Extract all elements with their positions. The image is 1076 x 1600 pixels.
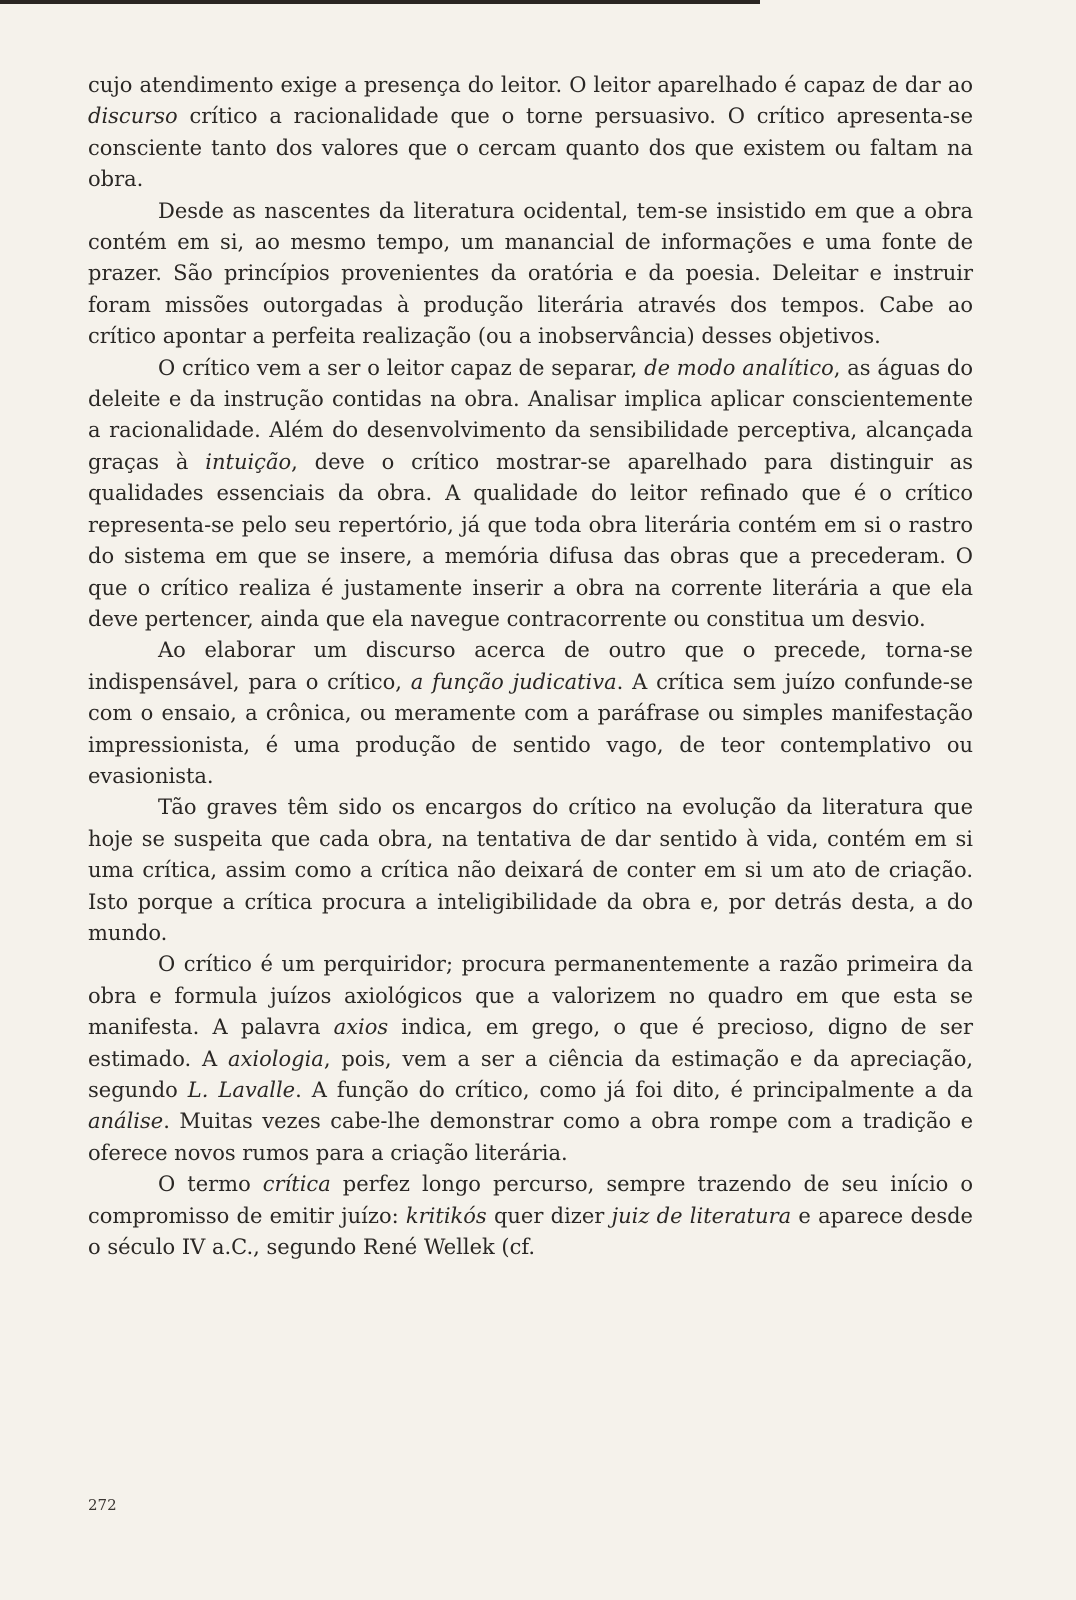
- text-run: indica, em grego, o que é precioso, digno de ser estimado. A: [88, 1015, 973, 1071]
- text-run: , deve o crítico mostrar-se aparelhado para distinguir as qualidades essenciais da obra. A qualidade do leitor refinado que é o crítico representa-se pelo seu repertório, já que toda obra literária contém em si o rastro do sistema em que se insere, a memória difusa das obras que a precederam. O que o crítico realiza é justamente inserir a obra na corrente literária a que ela deve pertencer, ainda que ela navegue contracorrente ou constitua um desvio.: [88, 449, 973, 631]
- italic-text: L. Lavalle: [187, 1078, 296, 1102]
- italic-text: de modo analítico: [644, 355, 834, 380]
- text-run: crítico a racionalidade que o torne persuasivo. O crítico apresenta-se consciente tanto dos valores que o cercam quanto dos que existem ou faltam na obra.: [88, 104, 973, 192]
- text-run: cujo atendimento exige a presença do leitor. O leitor aparelhado é capaz de dar ao: [88, 73, 973, 97]
- text-run: perfez longo percurso, sempre trazendo de seu início o compromisso de emitir juízo:: [88, 1172, 974, 1228]
- italic-text: a função judicativa: [410, 669, 617, 694]
- italic-text: axios: [333, 1015, 389, 1040]
- italic-text: crítica: [262, 1172, 331, 1197]
- italic-text: intuição: [205, 449, 292, 474]
- text-run: . A função do crítico, como já foi dito, é principalmente a da: [295, 1078, 973, 1102]
- italic-text: juiz de literatura: [611, 1203, 792, 1228]
- italic-text: kritikós: [405, 1203, 487, 1228]
- paragraph: [88, 353, 973, 636]
- text-run: e aparece desde o século IV a.C., segundo René Wellek (cf.: [88, 1203, 973, 1260]
- text-run: O crítico é um perquiridor; procura permanentemente a razão primeira da obra e formula juízos axiológicos que a valorizem no quadro em que esta se manifesta. A palavra: [88, 952, 973, 1040]
- text-run: . A crítica sem juízo confunde-se com o ensaio, a crônica, ou meramente com a paráfrase ou simples manifestação impressionista, é uma produção de sentido vago, de teor contemplativo ou evasionista.: [88, 669, 974, 788]
- paragraph: [88, 70, 973, 196]
- paragraph: [88, 949, 973, 1169]
- top-rule: [0, 0, 760, 4]
- paragraph: [88, 196, 973, 353]
- text-run: Ao elaborar um discurso acerca de outro que o precede, torna-se indispensável, para o crítico,: [88, 638, 973, 694]
- text-run: Desde as nascentes da literatura ocidental, tem-se insistido em que a obra contém em si, ao mesmo tempo, um manancial de informações e uma fonte de prazer. São princípios provenientes da oratória e da poesia. Deleitar e instruir foram missões outorgadas à produção literária através dos tempos. Cabe ao crítico apontar a perfeita realização (ou a inobservância) desses objetivos.: [88, 198, 973, 349]
- italic-text: análise: [88, 1109, 164, 1134]
- text-run: Tão graves têm sido os encargos do crítico na evolução da literatura que hoje se suspeita que cada obra, na tentativa de dar sentido à vida, contém em si uma crítica, assim como a crítica não deixará de conter em si um ato de criação. Isto porque a crítica procura a inteligibilidade da obra e, por detrás desta, a do mundo.: [88, 795, 973, 945]
- paragraph: [88, 1169, 973, 1263]
- text-run: O termo: [158, 1172, 263, 1197]
- body-text: [88, 70, 973, 1263]
- italic-text: axiologia: [228, 1046, 324, 1071]
- italic-text: discurso: [88, 104, 178, 129]
- paragraph: [88, 792, 973, 949]
- paragraph: [88, 635, 973, 792]
- page-number: 272: [88, 1496, 117, 1514]
- text-run: , as águas do deleite e da instrução contidas na obra. Analisar implica aplicar conscientemente a racionalidade. Além do desenvolvimento da sensibilidade perceptiva, alcançada graças à: [88, 355, 974, 474]
- text-run: quer dizer: [486, 1203, 612, 1228]
- text-run: , pois, vem a ser a ciência da estimação e da apreciação, segundo: [88, 1046, 974, 1102]
- text-run: O crítico vem a ser o leitor capaz de separar,: [158, 355, 645, 380]
- text-run: . Muitas vezes cabe-lhe demonstrar como a obra rompe com a tradição e oferece novos rumos para a criação literária.: [88, 1109, 973, 1165]
